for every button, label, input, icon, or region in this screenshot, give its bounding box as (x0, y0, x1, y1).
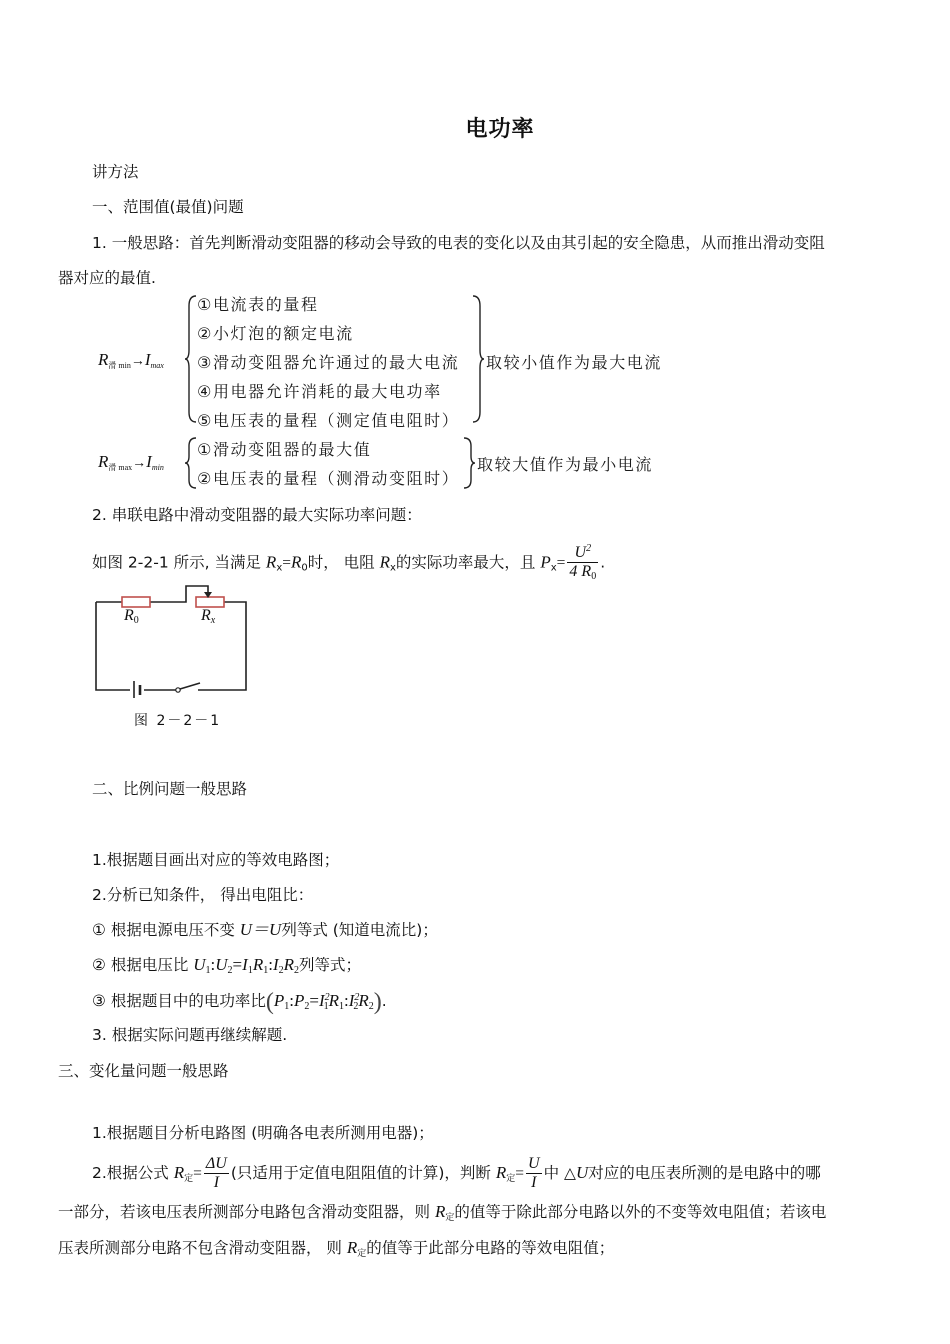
scheme-1-lhs: $R_{滑 min}\to Imax$ (98, 350, 164, 370)
paragraph-1-line-2: 器对应的最值. (58, 269, 156, 287)
section-1-heading: 一、范围值(最值)问题 (92, 198, 244, 216)
paragraph-1-line-1: 1. 一般思路：首先判断滑动变阻器的移动会导致的电表的变化以及由其引起的安全隐患，从而推出滑动变阻 (92, 234, 825, 252)
scheme-1-item-1: ①电流表的量程 (197, 295, 319, 314)
circuit-diagram (88, 578, 258, 698)
scheme-1-item-4: ④用电器允许消耗的最大电功率 (197, 382, 442, 401)
section-2-line-6: 3. 根据实际问题再继续解题. (92, 1026, 288, 1044)
scheme-2-item-1: ①滑动变阻器的最大值 (197, 440, 372, 459)
section-2-line-5: ③ 根据题目中的电功率比$(P_1:P_2=I^2_1R_1:I^2_2R_2)$. (92, 989, 387, 1015)
scheme-2-lhs: $R_{滑 max}\to Imin$ (98, 452, 164, 472)
section-2-line-2: 2.分析已知条件， 得出电阻比： (92, 886, 314, 904)
scheme-1-conclusion: 取较小值作为最大电流 (486, 353, 663, 372)
figure-caption: 图 2－2－1 (134, 713, 222, 729)
scheme-1-item-3: ③滑动变阻器允许通过的最大电流 (197, 353, 460, 372)
section-2-line-3: ① 根据电源电压不变 U＝U列等式 (知道电流比)； (92, 920, 438, 939)
section-method: 讲方法 (92, 163, 139, 181)
switch-contact-left (176, 688, 180, 692)
resistor-rx (196, 597, 224, 607)
figure-label-rx: Rx (201, 607, 216, 626)
section-2-line-1: 1.根据题目画出对应的等效电路图； (92, 851, 340, 869)
section-3-heading: 三、变化量问题一般思路 (58, 1062, 229, 1080)
paragraph-2-formula-line: 如图 2-2-1 所示, 当满足 $R_x=R_0$时， 电阻 $R_x$的实际功率最大，且 Px= $\frac{U^2}{4 R_0}$ . (92, 540, 605, 586)
scheme-1-item-5: ⑤电压表的量程（测定值电阻时） (197, 411, 460, 430)
scheme-2-item-2: ②电压表的量程（测滑动变阻时） (197, 469, 460, 488)
left-brace-1 (184, 294, 198, 424)
paragraph-2-heading: 2. 串联电路中滑动变阻器的最大实际功率问题： (92, 506, 422, 524)
section-3-line-3: 一部分，若该电压表所测部分电路包含滑动变阻器，则 $R_定$的值等于除此部分电路以外的不变等效电阻值；若该电 (58, 1202, 827, 1223)
section-2-line-4: ② 根据电压比 $U_1:U_2=I_1R_1:I_2R_2$列等式； (92, 955, 362, 976)
right-brace-2 (462, 436, 476, 490)
scheme-1-item-2: ②小灯泡的额定电流 (197, 324, 354, 343)
resistor-r0 (122, 597, 150, 607)
ratio-fraction: $\frac{U}{I}$ (528, 1155, 540, 1191)
section-3-line-2: 2.根据公式 $R_定=$ $\frac{\Delta U}{I}$ (只适用于定值电阻阻值的计算)，判断 $R_定=$ $\frac{U}{I}$ 中 △U对应的电压表所测的是电路中的哪 (92, 1155, 821, 1191)
right-brace-1 (471, 294, 485, 424)
scheme-2-conclusion: 取较大值作为最小电流 (477, 455, 654, 474)
left-brace-2 (184, 436, 198, 490)
section-3-line-1: 1.根据题目分析电路图 (明确各电表所测用电器)； (92, 1124, 434, 1142)
section-3-line-4: 压表所测部分电路不包含滑动变阻器， 则 $R_定$的值等于此部分电路的等效电阻值； (58, 1238, 615, 1259)
delta-fraction: $\frac{\Delta U}{I}$ (205, 1155, 227, 1191)
figure-label-r0: $R_0$ (124, 607, 139, 626)
power-fraction: $\frac{U^2}{4 R_0}$ (567, 540, 598, 586)
section-2-heading: 二、比例问题一般思路 (92, 780, 248, 798)
switch-lever (180, 683, 200, 689)
page-title: 电功率 (465, 117, 535, 142)
